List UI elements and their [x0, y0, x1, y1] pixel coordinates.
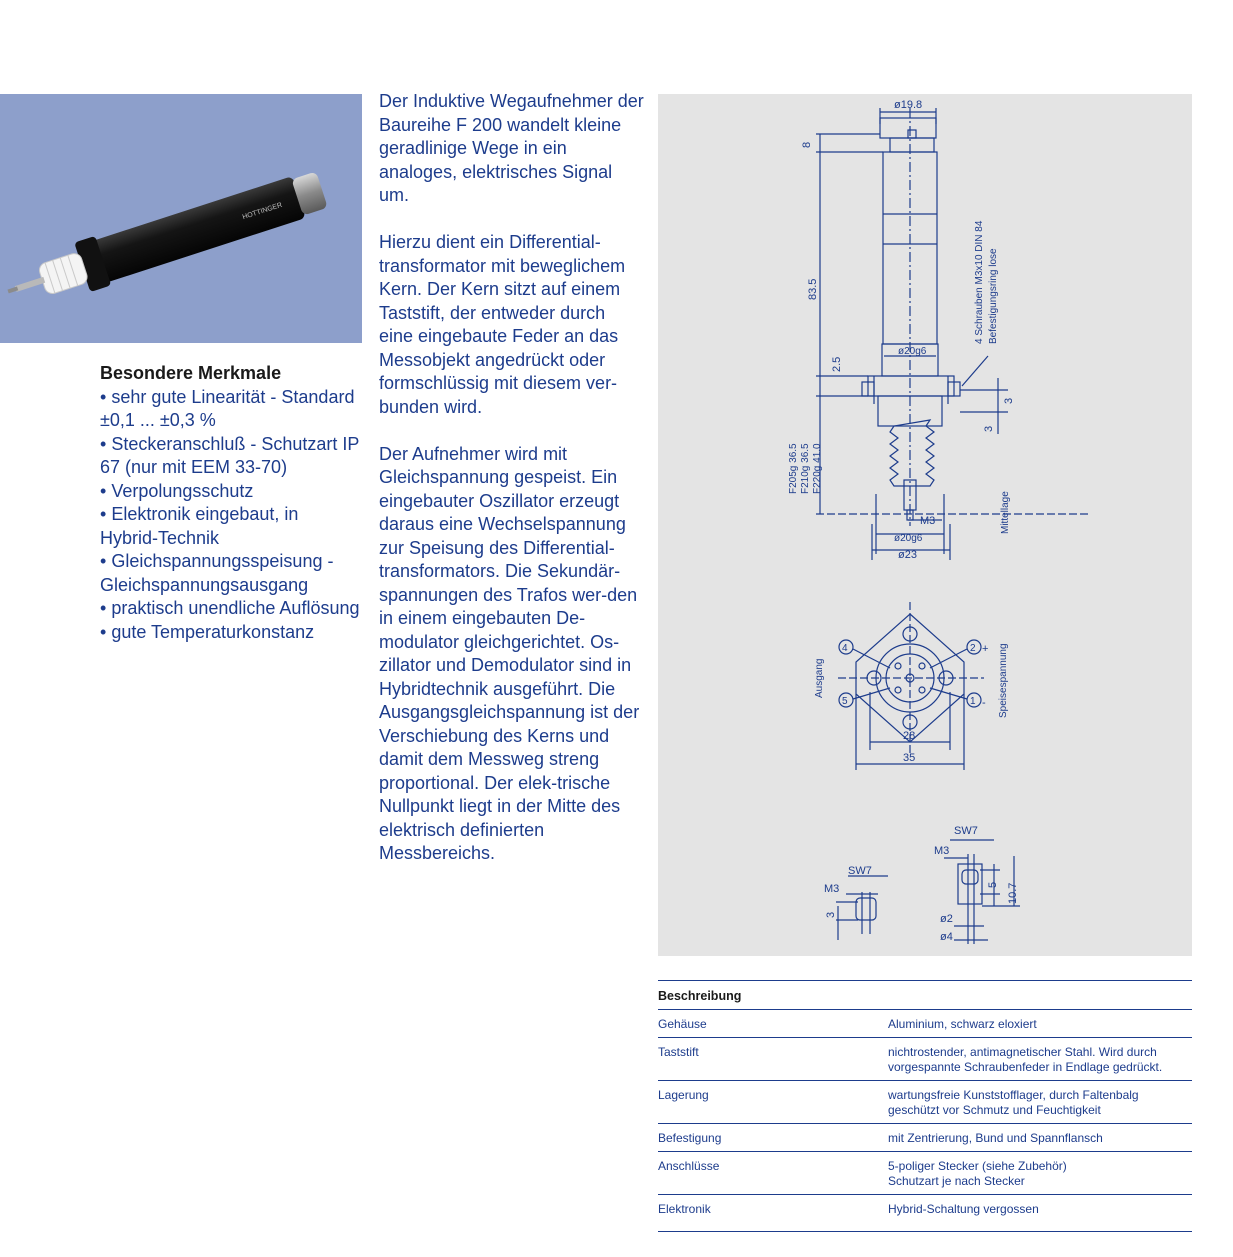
- spec-value: [888, 1152, 1192, 1194]
- feature-item: • gute Temperaturkonstanz: [100, 621, 360, 645]
- dim-top-diameter: ø19.8: [894, 99, 923, 111]
- table-row: [658, 1038, 1192, 1081]
- spec-value: [888, 1038, 1192, 1080]
- dim-3-small: 3: [825, 911, 837, 918]
- description-paragraph: Hierzu dient ein Differential-transformator mit beweglichem Kern. Der Kern sitzt auf einem Taststift, der entweder durch eine eingebaute Feder an das Messobjekt angedrückt oder formschlüssig mit diesem ver-bunden wird.: [379, 232, 626, 417]
- dim-3-right-b: 3: [983, 425, 995, 432]
- dim-83-5: 83.5: [807, 278, 819, 300]
- dim-28: 28: [903, 730, 916, 742]
- description-paragraph: Der Aufnehmer wird mit Gleichspannung gespeist. Ein eingebauter Oszillator erzeugt daraus eine Wechselspannung zur Speisung des Differential-transformators. Die Sekundär-spannungen des Trafos wer-den in einem eingebauten De-modulator gleichgerichtet. Os-zillator und Demodulator sind in Hybridtechnik ausgeführt. Die Ausgangsgleichspannung ist der Verschiebung des Kerns und damit dem Messweg streng proportional. Der elek-trische Nullpunkt liegt in der Mitte des elektrisch definierten Messbereichs.: [379, 443, 640, 863]
- description-paragraph: Der Induktive Wegaufnehmer der Baureihe F 200 wandelt kleine geradlinige Wege in ein analoges, elektrisches Signal um.: [379, 91, 644, 205]
- m3-a: M3: [824, 883, 840, 895]
- feature-item: • Gleichspannungsspeisung - Gleichspannungsausgang: [100, 550, 360, 597]
- table-row: [658, 1124, 1192, 1152]
- dim-5: 5: [987, 881, 999, 888]
- features-title: Besondere Merkmale: [100, 363, 282, 383]
- minus-sign: -: [982, 697, 986, 709]
- sw7-a: SW7: [848, 865, 872, 877]
- dim-m3: M3: [920, 515, 936, 527]
- table-row: [658, 1152, 1192, 1195]
- spec-table: [658, 980, 1192, 1232]
- spec-key: Lagerung: [658, 1088, 709, 1102]
- dim-20g6-upper: ø20g6: [898, 346, 927, 357]
- spec-value: [888, 1195, 1192, 1231]
- feature-item: • Elektronik eingebaut, in Hybrid-Technik: [100, 503, 360, 550]
- transducer-illustration: [0, 94, 362, 343]
- spec-value: [888, 1124, 1192, 1151]
- dim-8: 8: [801, 141, 813, 148]
- spec-value-line: wartungsfreie Kunststofflager, durch Faltenbalg: [888, 1088, 1139, 1102]
- spec-key: Anschlüsse: [658, 1159, 720, 1173]
- feature-item: • Steckeranschluß - Schutzart IP 67 (nur mit EEM 33-70): [100, 433, 360, 480]
- spec-value-line: 5-poliger Stecker (siehe Zubehör): [888, 1159, 1067, 1173]
- pin-label-4: 4: [842, 643, 848, 654]
- spec-value-line: Hybrid-Schaltung vergossen: [888, 1202, 1039, 1216]
- variant-f210g: F210g 36.5: [800, 443, 811, 494]
- m3-b: M3: [934, 845, 950, 857]
- spec-table-heading: Beschreibung: [658, 981, 1192, 1010]
- features-list: [100, 386, 360, 645]
- description-text: [379, 90, 644, 889]
- dim-20g6-lower: ø20g6: [894, 533, 923, 544]
- label-speisespannung: Speisespannung: [998, 643, 1009, 718]
- variant-f220g: F220g 41.0: [812, 443, 823, 494]
- pin-label-1: 1: [970, 696, 976, 707]
- sw7-b: SW7: [954, 825, 978, 837]
- pin-label-2: 2: [970, 643, 976, 654]
- dim-23: ø23: [898, 549, 917, 561]
- dim-d2: ø2: [940, 913, 953, 925]
- spec-key: Gehäuse: [658, 1017, 707, 1031]
- table-row: [658, 1195, 1192, 1232]
- spec-key: Taststift: [658, 1045, 699, 1059]
- spec-value-line: mit Zentrierung, Bund und Spannflansch: [888, 1131, 1103, 1145]
- spec-value-line: geschützt vor Schmutz und Feuchtigkeit: [888, 1103, 1101, 1117]
- spec-key: Befestigung: [658, 1131, 722, 1145]
- spec-value: [888, 1081, 1192, 1123]
- product-brand-label: HOTTINGER: [241, 201, 284, 222]
- dim-10-7: 10.7: [1007, 882, 1019, 904]
- label-mittellage: Mittellage: [1000, 491, 1011, 534]
- feature-item: • praktisch unendliche Auflösung: [100, 597, 360, 621]
- spec-value-line: Schutzart je nach Stecker: [888, 1174, 1025, 1188]
- dimension-drawing: [658, 94, 1192, 956]
- plus-sign: +: [982, 643, 989, 655]
- feature-item: • Verpolungsschutz: [100, 480, 360, 504]
- spec-value-line: nichtrostender, antimagnetischer Stahl. Wird durch: [888, 1045, 1157, 1059]
- features-section: [100, 362, 360, 644]
- note-ring: Befestigungsring lose: [988, 248, 999, 344]
- spec-value-line: vorgespannte Schraubenfeder in Endlage gedrückt.: [888, 1060, 1163, 1074]
- spec-value-line: Aluminium, schwarz eloxiert: [888, 1017, 1037, 1031]
- product-photo: [0, 94, 362, 343]
- table-row: [658, 1010, 1192, 1038]
- variant-f205g: F205g 36.5: [788, 443, 799, 494]
- spec-key: Elektronik: [658, 1202, 711, 1216]
- dim-3-right-a: 3: [1003, 397, 1015, 404]
- dim-2-5: 2.5: [831, 356, 843, 372]
- table-row: [658, 1081, 1192, 1124]
- feature-item: • sehr gute Linearität - Standard ±0,1 ... ±0,3 %: [100, 386, 360, 433]
- technical-drawing: [658, 94, 1192, 956]
- label-ausgang: Ausgang: [814, 658, 825, 698]
- spec-value: [888, 1010, 1192, 1037]
- note-screws: 4 Schrauben M3x10 DIN 84: [974, 220, 985, 344]
- pin-label-5: 5: [842, 696, 848, 707]
- dim-35: 35: [903, 752, 916, 764]
- dim-d4: ø4: [940, 931, 953, 943]
